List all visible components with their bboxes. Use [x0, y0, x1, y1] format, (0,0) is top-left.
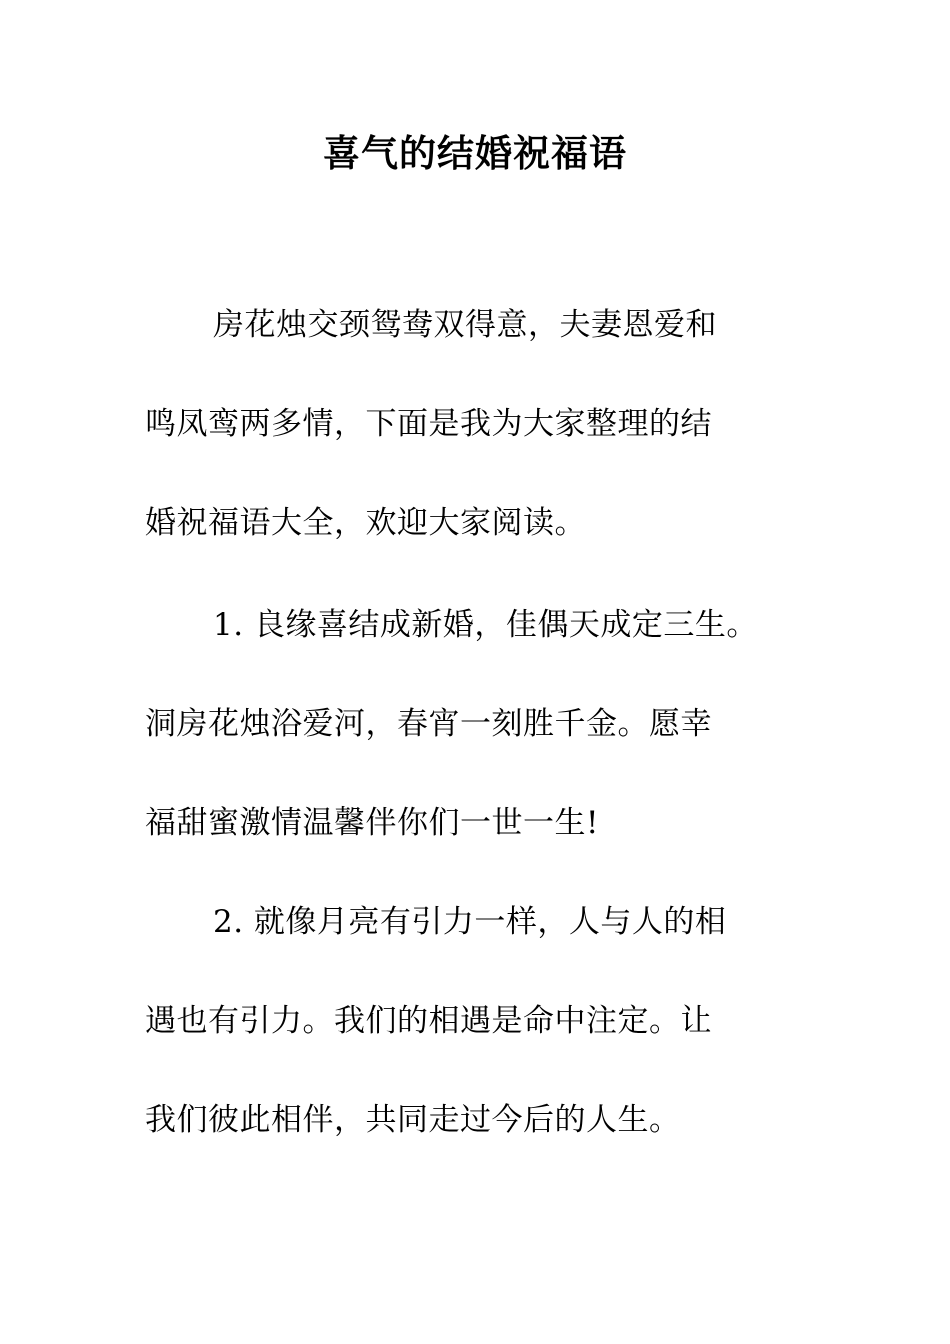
paragraph-line: 遇也有引力。我们的相遇是命中注定。让 — [145, 1003, 712, 1039]
paragraph-line: 房花烛交颈鸳鸯双得意，夫妻恩爱和 — [213, 307, 717, 343]
paragraph-line: 鸣凤鸾两多情，下面是我为大家整理的结 — [145, 406, 712, 442]
paragraph-line: 2. 就像月亮有引力一样，人与人的相 — [213, 904, 727, 940]
paragraph-line: 我们彼此相伴，共同走过今后的人生。 — [145, 1102, 681, 1138]
paragraph-line: 福甜蜜激情温馨伴你们一世一生! — [145, 805, 599, 841]
paragraph-line: 洞房花烛浴爱河，春宵一刻胜千金。愿幸 — [145, 706, 712, 742]
document-title: 喜气的结婚祝福语 — [323, 131, 627, 175]
paragraph-line: 1. 良缘喜结成新婚，佳偶天成定三生。 — [213, 607, 758, 643]
paragraph-line: 婚祝福语大全，欢迎大家阅读。 — [145, 505, 586, 541]
